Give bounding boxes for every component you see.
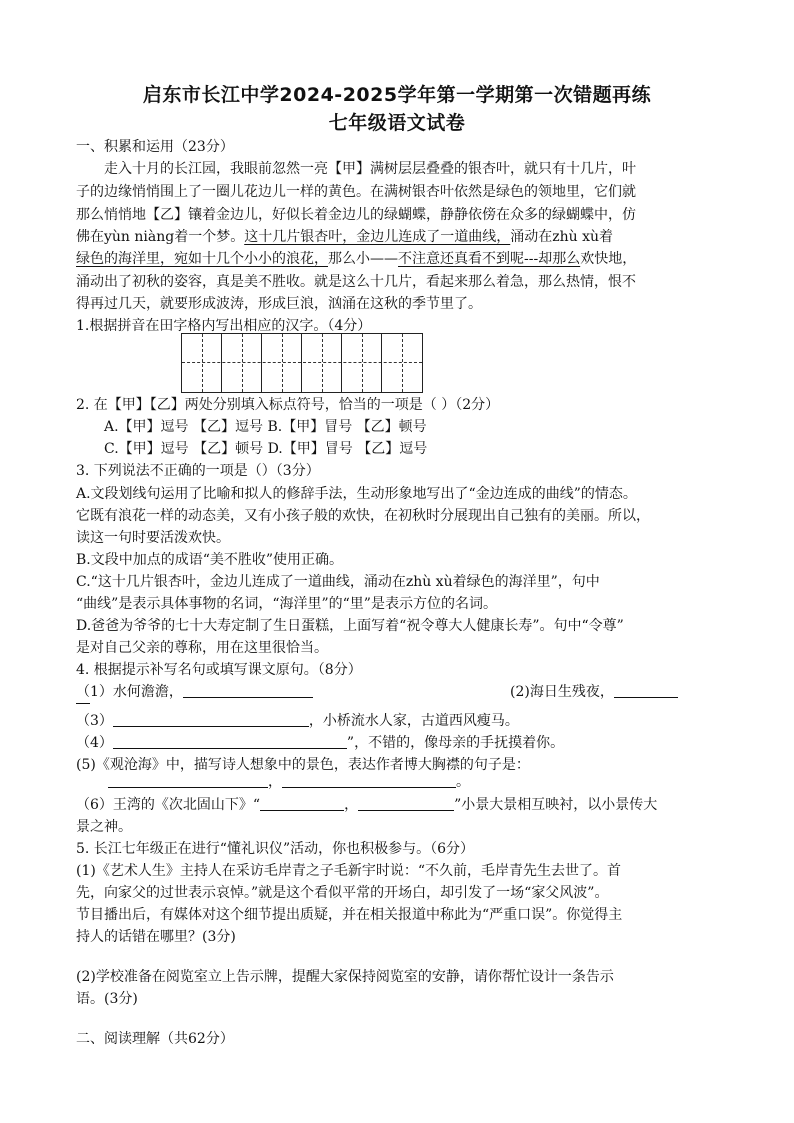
- question-3-option-a: 读这一句时要活泼欢快。: [76, 530, 230, 546]
- exam-title: 启东市长江中学2024-2025学年第一学期第一次错题再练: [142, 84, 652, 106]
- question-2-options: A.【甲】逗号 【乙】逗号 B.【甲】冒号 【乙】顿号: [104, 419, 427, 435]
- question-4: 4. 根据提示补写名句或填写课文原句。（8分）: [76, 662, 362, 678]
- character-grid[interactable]: [181, 333, 423, 393]
- q5-part-1: 先，向家父的过世表示哀悼。”就是这个看似平常的开场白，却引发了一场“家父风波”。: [76, 885, 609, 901]
- q4-item-4: （4） ”，不错的，像母亲的手抚摸着你。: [76, 735, 565, 751]
- question-2: 2. 在【甲】【乙】两处分别填入标点符号，恰当的一项是（ ）（2分）: [76, 397, 500, 413]
- q5-part-2: 语。(3分): [76, 991, 138, 1007]
- passage-line: 那么悄悄地【乙】镶着金边儿，好似长着金边儿的绿蝴蝶，静静依傍在众多的绿蝴蝶中，仿: [76, 207, 636, 223]
- question-3-option-d: 是对自己父亲的尊称，用在这里很恰当。: [76, 640, 328, 656]
- exam-subtitle: 七年级语文试卷: [328, 112, 466, 134]
- passage-line: 得再过几天，就要形成波涛，形成巨浪，汹涌在这秋的季节里了。: [76, 296, 482, 312]
- underlined-sentence: 不注意还真看不到呢---却那么: [398, 251, 581, 267]
- question-3-option-b: B.文段中加点的成语“美不胜收”使用正确。: [76, 552, 344, 568]
- q5-part-2: (2)学校准备在阅览室立上告示牌，提醒大家保持阅览室的安静，请你帮忙设计一条告示: [76, 969, 614, 985]
- question-3-option-c: “曲线”是表示具体事物的名词，“海洋里”的“里”是表示方位的名词。: [76, 596, 497, 612]
- section1-heading: 一、积累和运用（23分）: [76, 139, 234, 155]
- passage-text: 那么小——: [328, 251, 398, 267]
- answer-blank[interactable]: [183, 683, 313, 698]
- q4-item-6: （6）王湾的《次北固山下》“ ， ”小景大景相互映衬，以小景传大: [76, 797, 658, 813]
- answer-blank[interactable]: [113, 712, 309, 727]
- question-3: 3. 下列说法不正确的一项是（）（3分）: [76, 463, 320, 479]
- underlined-sentence: 绿色的海洋里，宛如十几个小小的浪花，: [76, 251, 328, 267]
- q4-item-3: （3） ，小桥流水人家，古道西风瘦马。: [76, 713, 519, 729]
- passage-line: 子的边缘悄悄围上了一圈儿花边儿一样的黄色。在满树银杏叶依然是绿色的领地里，它们就: [76, 184, 636, 200]
- answer-blank-continued[interactable]: [76, 703, 90, 704]
- question-2-options: C.【甲】逗号 【乙】顿号 D.【甲】冒号 【乙】逗号: [104, 441, 428, 457]
- passage-text: 欢快地，: [580, 251, 637, 267]
- question-3-option-a: A.文段划线句运用了比喻和拟人的修辞手法，生动形象地写出了“金边连成的曲线”的情态。: [76, 486, 637, 502]
- answer-blank[interactable]: [358, 796, 454, 811]
- passage-line: [76, 250, 736, 268]
- q4-item-5-blanks: ， 。: [108, 773, 768, 791]
- underlined-sentence: 这十几片银杏叶，金边儿连成了一道曲线，: [244, 229, 511, 245]
- passage-line: 涌动出了初秋的姿容，真是美不胜收。就是这么十几片，看起来那么着急，那么热情，恨不: [76, 274, 636, 290]
- question-3-option-c: C.“这十几片银杏叶，金边儿连成了一道曲线，涌动在zhù xù着绿色的海洋里”，句中: [76, 574, 600, 590]
- passage-text: 涌动在zhù xù着: [510, 229, 613, 245]
- answer-blank[interactable]: [113, 734, 347, 749]
- passage-text: 佛在yùn niàng着一个梦。: [76, 229, 245, 245]
- question-3-option-a: 它既有浪花一样的动态美，又有小孩子般的欢快，在初秋时分展现出自己独有的美丽。所以，: [76, 508, 650, 524]
- answer-blank[interactable]: [614, 683, 678, 698]
- q4-item-1: （1）水何澹澹，: [76, 683, 736, 701]
- question-1: 1.根据拼音在田字格内写出相应的汉字。（4分）: [76, 318, 372, 334]
- answer-blank[interactable]: [108, 773, 268, 788]
- passage-line: [76, 228, 736, 246]
- q5-part-1: 节目播出后，有媒体对这个细节提出质疑，并在相关报道中称此为“严重口误”。你觉得主: [76, 907, 623, 923]
- question-3-option-d: D.爸爸为爷爷的七十大寿定制了生日蛋糕，上面写着“祝令尊大人健康长寿”。句中“令尊”: [76, 618, 624, 634]
- question-5: 5. 长江七年级正在进行“懂礼识仪”活动，你也积极参与。（6分）: [76, 841, 475, 857]
- q4-item-5: (5)《观沧海》中，描写诗人想象中的景色，表达作者博大胸襟的句子是：: [76, 757, 530, 773]
- q5-part-1: (1)《艺术人生》主持人在采访毛岸青之子毛新宇时说：“不久前，毛岸青先生去世了。首: [76, 863, 621, 879]
- answer-blank[interactable]: [282, 773, 456, 788]
- q4-item-2: (2)海日生残夜，: [510, 683, 710, 701]
- passage-line: 走入十月的长江园，我眼前忽然一亮【甲】满树层层叠叠的银杏叶，就只有十几片，叶: [104, 161, 636, 177]
- q5-part-1: 持人的话错在哪里？(3分): [76, 929, 236, 945]
- answer-blank[interactable]: [260, 796, 344, 811]
- section2-heading: 二、阅读理解（共62分）: [76, 1031, 234, 1047]
- q4-item-6: 景之神。: [76, 819, 132, 835]
